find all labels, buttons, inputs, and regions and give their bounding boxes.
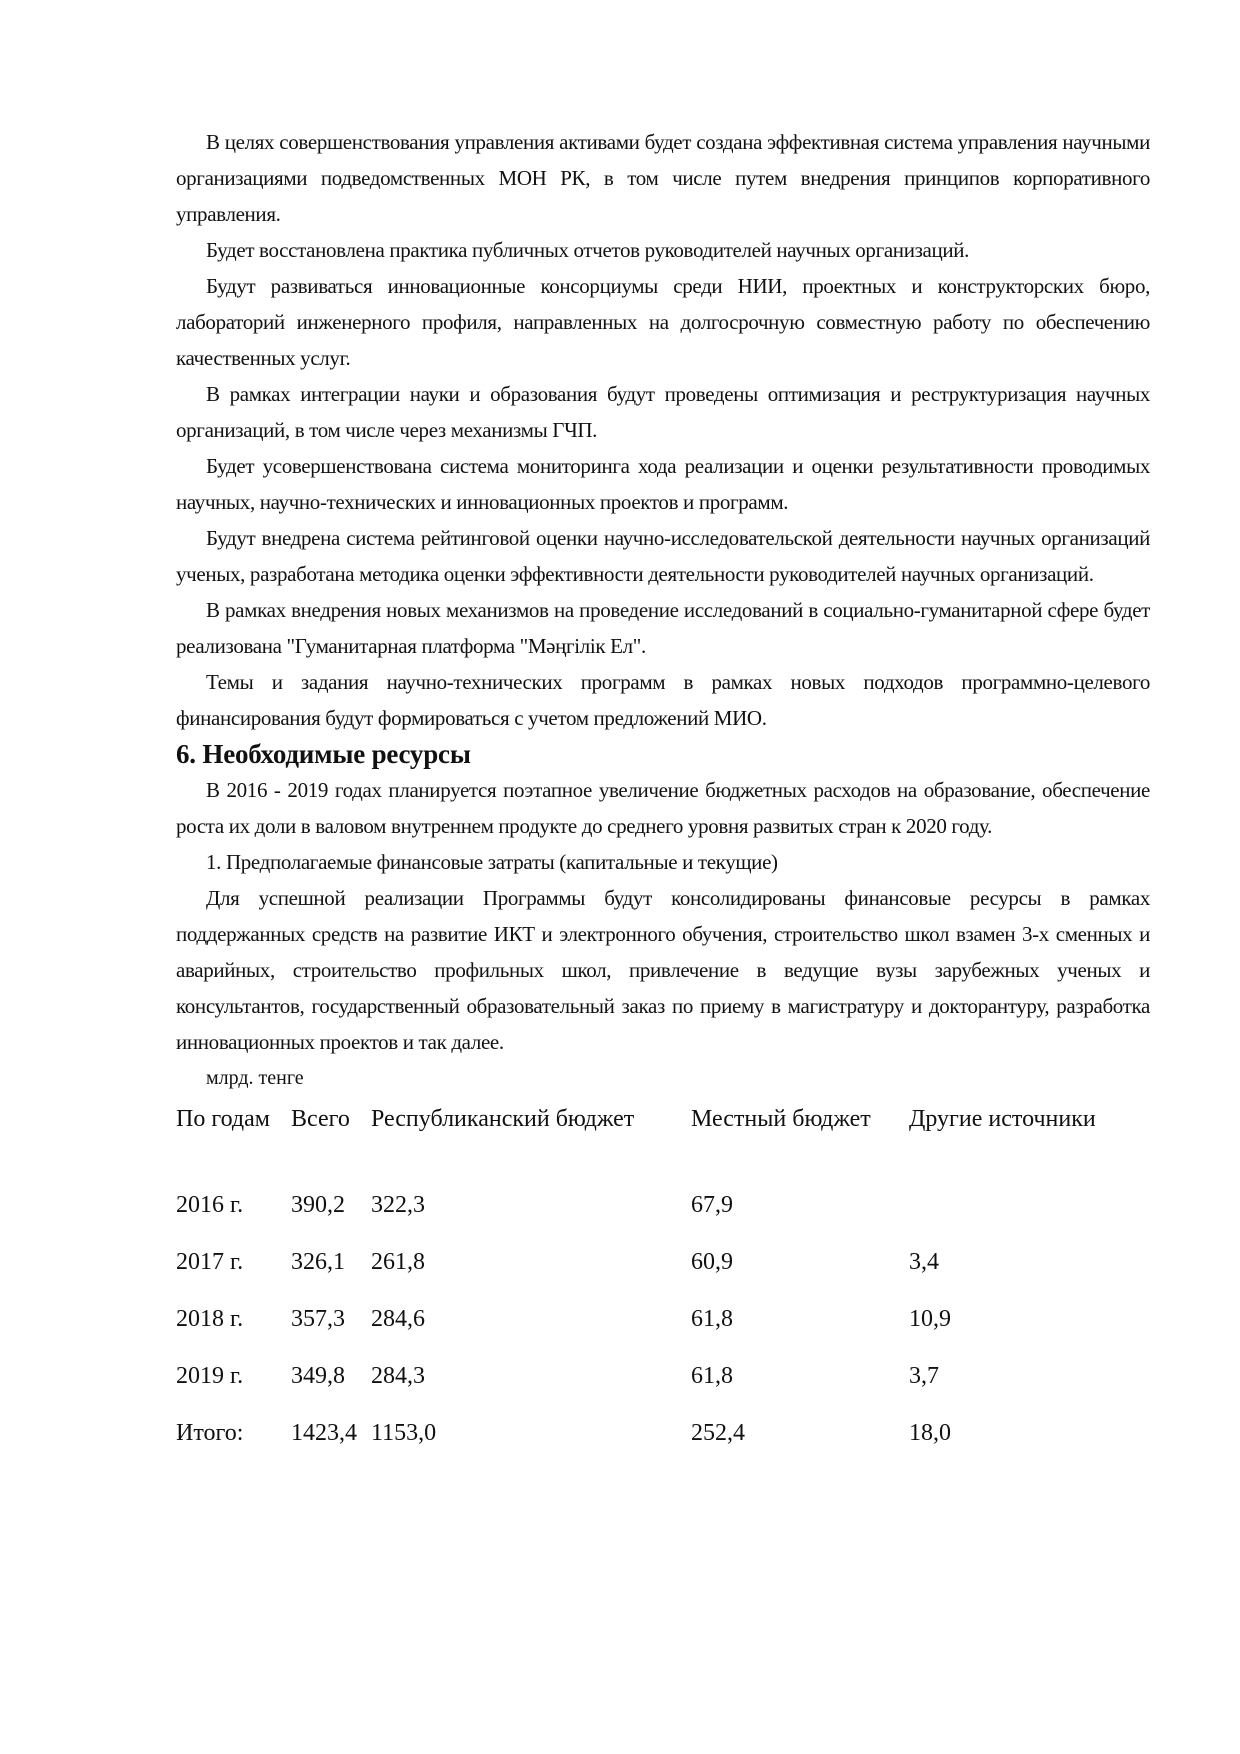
- cell-other: 3,7: [909, 1363, 939, 1389]
- table-row-total: [176, 1420, 1149, 1477]
- document-page: [176, 124, 1150, 1477]
- cell-other: 3,4: [909, 1249, 939, 1275]
- header-years: По годам: [176, 1106, 270, 1132]
- header-other: Другие источники: [909, 1106, 1096, 1132]
- cell-year: Итого:: [176, 1420, 244, 1446]
- cell-year: 2019 г.: [176, 1363, 244, 1389]
- paragraph-consortiums: Будут развиваться инновационные консорциумы среди НИИ, проектных и конструкторских бюро, лабораторий инженерного профиля, направленных на долгосрочную совместную работу по обеспечению качественных услуг.: [176, 274, 1150, 370]
- cell-year: 2018 г.: [176, 1306, 244, 1332]
- cell-republican: 261,8: [371, 1249, 425, 1275]
- table-spacer: [176, 1164, 1149, 1192]
- paragraph-consolidation: Для успешной реализации Программы будут консолидированы финансовые ресурсы в рамках поддержанных средств на развитие ИКТ и электронного обучения, строительство школ взамен 3-х сменных и аварийных, строительство профильных школ, привлечение в ведущие вузы зарубежных ученых и консультантов, государственный образовательный заказ по приему в магистратуру и докторантуру, разработка инновационных проектов и так далее.: [176, 886, 1150, 1054]
- paragraph-asset-management: В целях совершенствования управления активами будет создана эффективная система управления научными организациями подведомственных МОН РК, в том числе путем внедрения принципов корпоративного управления.: [176, 130, 1150, 226]
- cell-republican: 284,6: [371, 1306, 425, 1332]
- cell-local: 252,4: [691, 1420, 745, 1446]
- table-row: [176, 1192, 1149, 1249]
- cell-total: 326,1: [291, 1249, 345, 1275]
- cell-other: 10,9: [909, 1306, 951, 1332]
- cell-other: [909, 1192, 1149, 1249]
- header-republican: Республиканский бюджет: [371, 1106, 635, 1132]
- cell-year: 2016 г.: [176, 1192, 244, 1218]
- paragraph-budget-increase: В 2016 - 2019 годах планируется поэтапное увеличение бюджетных расходов на образование, обеспечение роста их доли в валовом внутреннем продукте до среднего уровня развитых стран к 2020 году.: [176, 778, 1150, 838]
- paragraph-monitoring: Будет усовершенствована система мониторинга хода реализации и оценки результативности проводимых научных, научно-технических и инновационных проектов и программ.: [176, 454, 1150, 514]
- cell-republican: 1153,0: [371, 1420, 437, 1446]
- cell-total: 349,8: [291, 1363, 345, 1389]
- unit-label: млрд. тенге: [206, 1067, 304, 1089]
- financing-table: [176, 1106, 1149, 1477]
- header-total: Всего: [291, 1106, 350, 1132]
- cell-republican: 284,3: [371, 1363, 425, 1389]
- cell-local: 61,8: [691, 1363, 733, 1389]
- cell-total: 390,2: [291, 1192, 345, 1218]
- cell-local: 61,8: [691, 1306, 733, 1332]
- paragraph-humanitarian: В рамках внедрения новых механизмов на проведение исследований в социально-гуманитарной сфере будет реализована "Гуманитарная платформа "Мәңгілік Ел".: [176, 598, 1150, 658]
- paragraph-list-item-costs: 1. Предполагаемые финансовые затраты (капитальные и текущие): [206, 850, 778, 874]
- table-header-row: [176, 1106, 1149, 1164]
- cell-other: 18,0: [909, 1420, 951, 1446]
- cell-total: 357,3: [291, 1306, 345, 1332]
- cell-year: 2017 г.: [176, 1249, 244, 1275]
- cell-local: 67,9: [691, 1192, 733, 1218]
- table-row: [176, 1363, 1149, 1420]
- paragraph-topics: Темы и задания научно-технических программ в рамках новых подходов программно-целевого финансирования будут формироваться с учетом предложений МИО.: [176, 670, 1150, 730]
- paragraph-public-reports: Будет восстановлена практика публичных отчетов руководителей научных организаций.: [206, 238, 970, 262]
- cell-local: 60,9: [691, 1249, 733, 1275]
- paragraph-rating: Будут внедрена система рейтинговой оценки научно-исследовательской деятельности научных организаций ученых, разработана методика оценки эффективности деятельности руководителей научных организаций.: [176, 526, 1150, 586]
- table-row: [176, 1249, 1149, 1306]
- cell-total: 1423,4: [291, 1420, 357, 1446]
- table-row: [176, 1306, 1149, 1363]
- section-heading: 6. Необходимые ресурсы: [176, 739, 471, 769]
- cell-republican: 322,3: [371, 1192, 425, 1218]
- header-local: Местный бюджет: [691, 1106, 871, 1132]
- paragraph-integration: В рамках интеграции науки и образования будут проведены оптимизация и реструктуризация научных организаций, в том числе через механизмы ГЧП.: [176, 382, 1150, 442]
